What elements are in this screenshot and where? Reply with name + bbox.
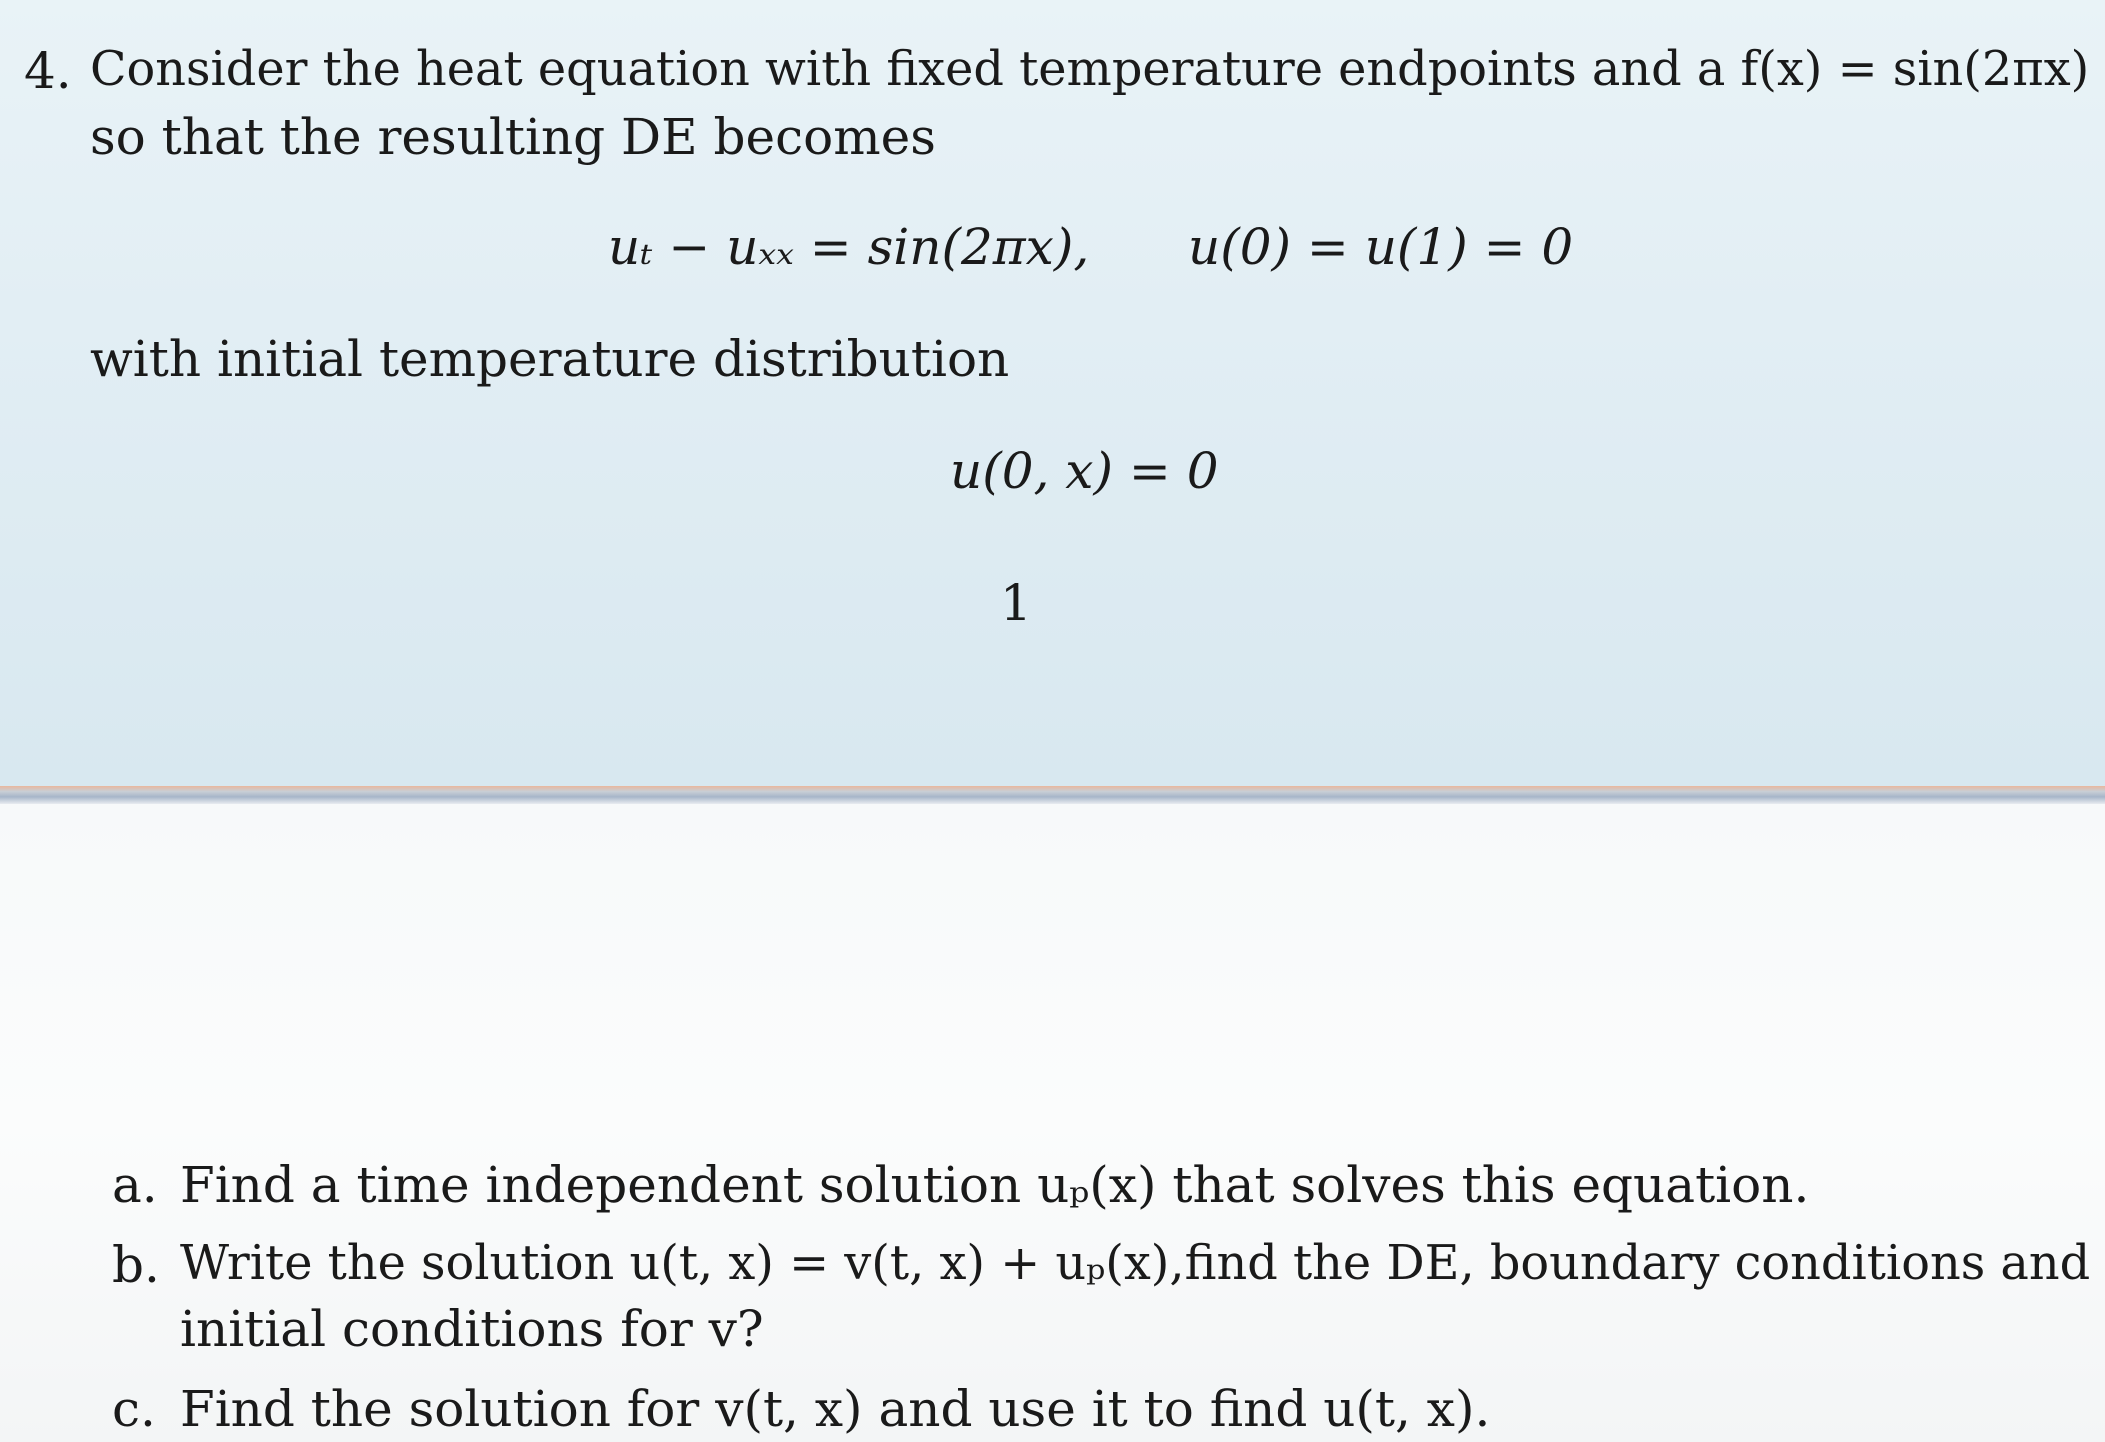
part-c-label: c. (112, 1380, 156, 1438)
page-divider (0, 786, 2105, 804)
pde-equation: uₜ − uₓₓ = sin(2πx), (608, 218, 1090, 276)
boundary-conditions: u(0) = u(1) = 0 (1188, 218, 1574, 276)
part-b-text-continued: initial conditions for v? (180, 1300, 764, 1358)
problem-line-2: so that the resulting DE becomes (90, 108, 936, 166)
problem-line-1: Consider the heat equation with fixed temperature endpoints and a f(x) = sin(2πx) (90, 42, 2090, 97)
part-a-label: a. (112, 1156, 158, 1214)
part-b-label: b. (112, 1236, 160, 1294)
problem-number: 4. (24, 42, 72, 100)
part-c-text: Find the solution for v(t, x) and use it to find u(t, x). (180, 1380, 1491, 1438)
initial-condition: u(0, x) = 0 (950, 442, 1219, 500)
part-b-text: Write the solution u(t, x) = v(t, x) + uₚ(x),find the DE, boundary conditions and (180, 1236, 2091, 1291)
part-a-text: Find a time independent solution uₚ(x) that solves this equation. (180, 1156, 1810, 1214)
problem-line-3: with initial temperature distribution (90, 330, 1010, 388)
page-number: 1 (1000, 574, 1032, 632)
